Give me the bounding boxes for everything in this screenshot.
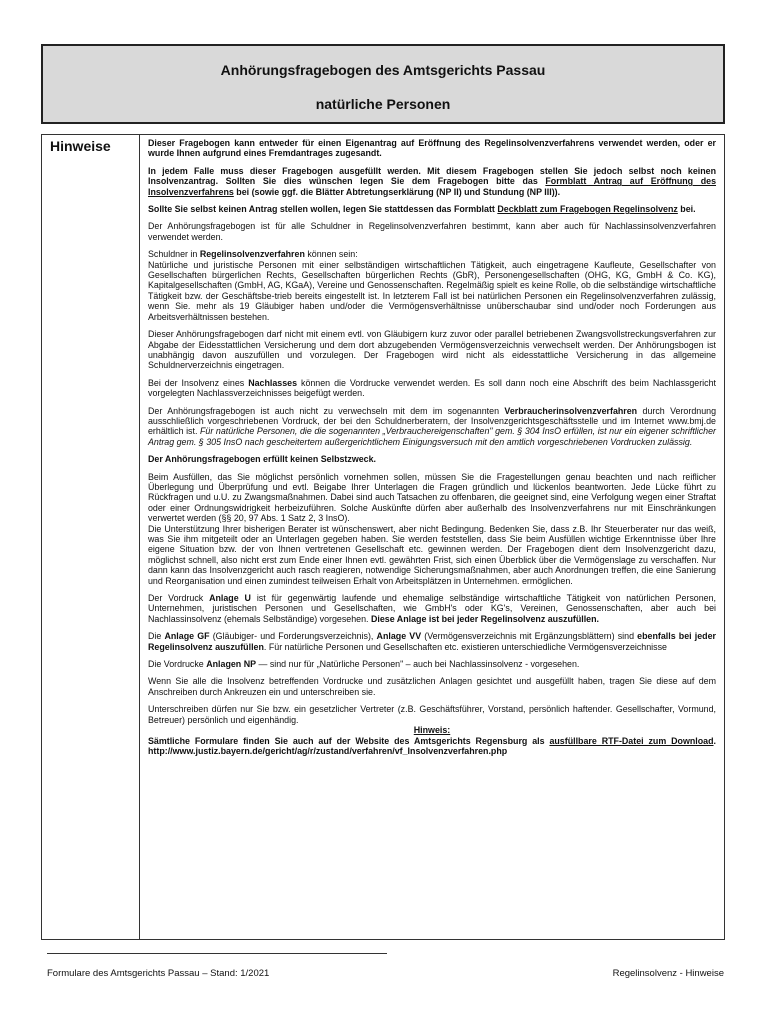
paragraph-3: Sollte Sie selbst keinen Antrag stellen wollen, legen Sie stattdessen das Formblatt Deckblatt zum Fragebogen Regelinsolvenz bei. [148, 204, 696, 215]
paragraph-12: Die Anlage GF (Gläubiger- und Forderungsverzeichnis), Anlage VV (Vermögensverzeichnis mit Ergänzungsblättern) sind ebenfalls bei jeder Regelinsolvenz auszufüllen. Für natürliche Personen und Gesellschaften etc. existieren unterschiedliche Vermögensverzeichnisse [148, 631, 716, 652]
paragraph-6: Dieser Anhörungsfragebogen darf nicht mit einem evtl. von Gläubigern kurz zuvor oder parallel betriebenen Zwangsvollstreckungsverfahren zur Abgabe der Eidesstattlichen Versicherung und dem dort abzugebenden Vermögensverzeichnis verwechselt werden. Der Anhörungsbogen ist unabhängig davon auszufüllen und vorzulegen. Der Fragebogen wird nicht als eidesstattliche Versicherung in das allgemeine Schuldnerverzeichnis eingetragen. [148, 329, 716, 371]
hints-label-cell [42, 135, 140, 939]
paragraph-2: In jedem Falle muss dieser Fragebogen ausgefüllt werden. Mit diesem Fragebogen stellen Sie jedoch selbst noch keinen Insolvenzantrag. Sollten Sie dies wünschen legen Sie dem Fragebogen bitte das Formblatt Antrag auf Eröffnung des Insolvenzverfahrens bei (sowie ggf. die Blätter Abtretungserklärung (NP II) und Stundung (NP III)). [148, 165, 717, 197]
paragraph-4: Der Anhörungsfragebogen ist für alle Schuldner in Regelinsolvenzverfahren bestimmt, kann aber auch für Nachlassinsolvenzverfahren verwendet werden. [148, 221, 716, 242]
paragraph-16: Sämtliche Formulare finden Sie auch auf der Website des Amtsgerichts Regensburg als ausfüllbare RTF-Datei zum Download. http://www.justiz.bayern.de/gericht/ag/r/zustand/verfahren/vf_Insolvenzverfahren.php [148, 735, 716, 756]
footer-right: Regelinsolvenz - Hinweise [612, 968, 724, 979]
paragraph-7: Bei der Insolvenz eines Nachlasses können die Vordrucke verwendet werden. Es soll dann noch eine Abschrift des beim Nachlassgericht vorgelegten Nachlassverzeichnisses beigefügt werden. [148, 377, 716, 399]
hinweis-heading: Hinweis: [413, 725, 451, 736]
form-subtitle: natürliche Personen [315, 96, 451, 112]
paragraph-5: Schuldner in Regelinsolvenzverfahren können sein: Natürliche und juristische Personen mit einer selbständigen wirtschaftlichen Tätigkeit, auch eingetragene Kaufleute, Gesellschafter von Gesellschaften bürgerlichen Rechts, Gesellschaften bürgerlichen Rechts (GbR), Personengesellschaften (OHG, KG, GmbH & Co. KG), Kapitalgesellschaften (GmbH, AG, KGaA), Vereine und Genossenschaften. Regelmäßig spielt es keine Rolle, ob die selbständige wirtschaftliche Tätigkeit bzw. der Geschäftsbe-trieb bereits eingestellt ist. In letzterem Fall ist bei natürlichen Personen ein Regelinsolvenzverfahren zulässig, wenn Sie. mehr als 19 Gläubiger haben und/oder die Vermögensverhältnisse unüberschaubar sind und/oder noch Forderungen aus Arbeitsverhältnissen bestehen. [148, 249, 716, 322]
paragraph-1: Dieser Fragebogen kann entweder für einen Eigenantrag auf Eröffnung des Regelinsolvenzverfahrens verwendet werden, oder er wurde Ihnen aufgrund eines Fremdantrages zugesandt. [148, 138, 716, 159]
paragraph-8: Der Anhörungsfragebogen ist auch nicht zu verwechseln mit dem im sogenannten Verbraucherinsolvenzverfahren durch Verordnung ausschließlich vorgeschriebenen Vordruck, der bei den Schuldnerberatern, der Insolvenzgerichtsgeschäftsstelle und im Internet www.bmj.de erhältlich ist. Für natürliche Personen, die die sogenannten „Verbrauchereigenschaften" gem. § 304 InsO erfüllen, ist nur ein eigener schriftlicher Antrag gem. § 305 InsO nach gescheitertem außergerichtlichem Einigungsversuch mit den amtlich vorgeschriebenen Vordrucken zulässig. [148, 405, 717, 447]
form-header [41, 44, 725, 124]
paragraph-10: Beim Ausfüllen, das Sie möglichst persönlich vornehmen sollen, müssen Sie die Fragestellungen genau beachten und nach reiflicher Überlegung und Überprüfung und evtl. Beigabe Ihrer Unterlagen die Fragen gründlich und lückenlos beantworten. Jede Lücke führt zu Rückfragen und u.U. zu Zwangsmaßnahmen. Dabei sind auch Tatsachen zu offenbaren, die geeignet sind, eine Verfolgung wegen einer Straftat oder einer Ordnungswidrigkeit herbeizuführen. Solche Auskünfte dürfen aber außerhalb des Insolvenzverfahrens nur mit Einschränkungen verwertet werden (§§ 20, 97 Abs. 1 Satz 2, 3 InsO). Die Unterstützung Ihrer bisherigen Berater ist wünschenswert, aber nicht Bedingung. Bedenken Sie, dass z.B. Ihr Steuerberater nur das weiß, was Sie ihm mitgeteilt oder an Unterlagen gegeben haben. Sie werden feststellen, dass Sie beim Ausfüllen wichtige Erkenntnisse über Ihre eigene Situation bzw. der von Ihnen vertretenen Gesellschaft etc. gewinnen werden. Der Fragebogen dient dem Insolvenzgericht dazu, möglichst schnell, also nicht erst zum Ende einer Ihnen evtl. gewährten Frist, sich einen Überblick über die Vermögenslage zu verschaffen. Nur dann kann das Insolvenzgericht auch rasch reagieren, notwendige Sicherungsmaßnahmen, aber auch Anordnungen treffen, die eine Sanierung und Reorganisation und einen zumindest teilweisen Erhalt von Arbeitsplätzen in Unternehmen. ermöglichen. [148, 471, 716, 586]
rtf-download-link[interactable]: ausfüllbare RTF-Datei zum Download [549, 735, 714, 746]
paragraph-15: Unterschreiben dürfen nur Sie bzw. ein gesetzlicher Vertreter (z.B. Geschäftsführer, Vorstand, persönlich haftender. Gesellschafter, Vormund, Betreuer) persönlich und eigenhändig. [148, 704, 716, 725]
paragraph-14: Wenn Sie alle die Insolvenz betreffenden Vordrucke und zusätzlichen Anlagen gesichtet und ausgefüllt haben, tragen Sie diese auf dem Anschreiben durch Ankreuzen ein und unterschreiben sie. [148, 676, 716, 697]
form-title: Anhörungsfragebogen des Amtsgerichts Passau [220, 62, 546, 78]
hints-content [148, 138, 716, 763]
antrag-link[interactable]: Formblatt Antrag auf Eröffnung des Insolvenzverfahrens [148, 176, 717, 197]
paragraph-11: Der Vordruck Anlage U ist für gegenwärtig laufende und ehemalige selbständige wirtschaftliche Tätigkeit von natürlichen Personen, Unternehmen, juristischen Personen und Gesellschaften, wie GmbH's oder KG's, Vereinen, Genossenschaften, aber auch bei Nachlassinsolvenz (ehemals Selbständige) vorgesehen. Diese Anlage ist bei jeder Regelinsolvenz auszufüllen. [148, 593, 716, 624]
footer-left: Formulare des Amtsgerichts Passau – Stand: 1/2021 [47, 968, 270, 979]
footer-rule [47, 953, 387, 954]
hints-label: Hinweise [50, 138, 111, 154]
hints-table [41, 134, 725, 940]
paragraph-9: Der Anhörungsfragebogen erfüllt keinen Selbstzweck. [148, 454, 376, 465]
paragraph-13: Die Vordrucke Anlagen NP — sind nur für „Natürliche Personen" – auch bei Nachlassinsolvenz - vorgesehen. [148, 659, 580, 670]
deckblatt-link[interactable]: Deckblatt zum Fragebogen Regelinsolvenz [497, 204, 678, 215]
